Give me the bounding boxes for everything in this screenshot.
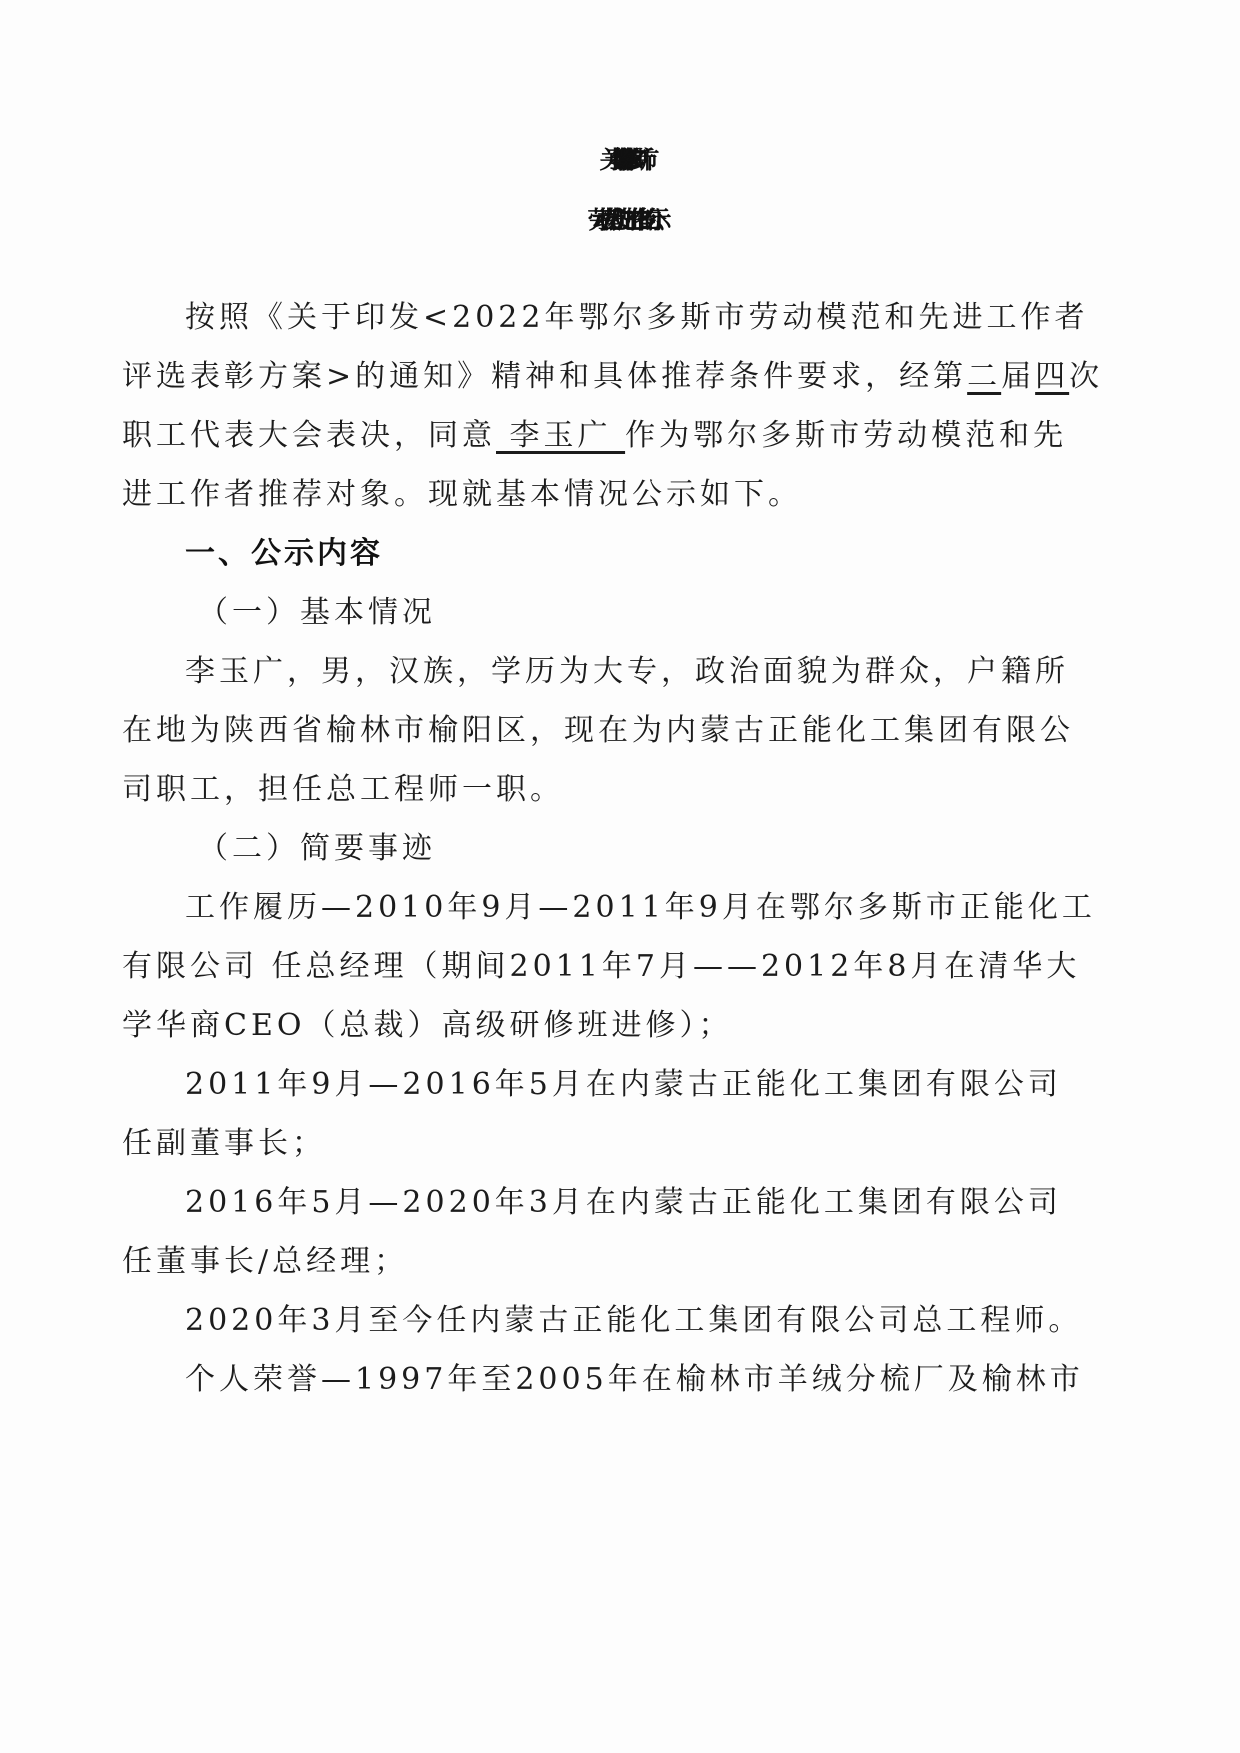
- intro-line-2: [122, 351, 1103, 395]
- section-heading-publicity-content: 一、公示内容: [185, 536, 383, 571]
- subheading-basic-info: （一）基本情况: [198, 595, 436, 630]
- deeds-line-3: 学华商CEO（总裁）高级研修班进修）；: [122, 1008, 733, 1043]
- intro-line-2-text: 评选表彰方案>的通知》精神和具体推荐条件要求，经第: [122, 359, 968, 394]
- basic-info-line-1: 李玉广，男，汉族，学历为大专，政治面貌为群众，户籍所: [185, 654, 1069, 689]
- intro-line-3: [122, 410, 1067, 454]
- deeds-line-9: 个人荣誉—1997年至2005年在榆林市羊绒分梳厂及榆林市: [185, 1362, 1084, 1397]
- deeds-line-7: 任董事长/总经理；: [122, 1244, 409, 1279]
- basic-info-line-2: 在地为陕西省榆林市榆阳区，现在为内蒙古正能化工集团有限公: [122, 713, 1074, 748]
- session-number: 二: [967, 359, 1002, 394]
- deeds-line-6: 2016年5月—2020年3月在内蒙古正能化工集团有限公司: [185, 1185, 1062, 1220]
- subheading-brief-deeds: （二）简要事迹: [198, 831, 436, 866]
- nominee-name: 李玉广: [496, 418, 626, 453]
- intro-line-1: 按照《关于印发<2022年鄂尔多斯市劳动模范和先进工作者: [185, 300, 1089, 335]
- deeds-line-5: 任副董事长；: [122, 1126, 326, 1161]
- intro-line-2-mid: 届: [1001, 359, 1036, 394]
- meeting-number: 四: [1035, 359, 1070, 394]
- document-title-line1: 关于推荐2022年鄂尔多斯市: [599, 146, 641, 174]
- intro-line-3-end: 作为鄂尔多斯市劳动模范和先: [625, 418, 1068, 453]
- deeds-line-8: 2020年3月至今任内蒙古正能化工集团有限公司总工程师。: [185, 1303, 1083, 1338]
- intro-line-4: 进工作者推荐对象。现就基本情况公示如下。: [122, 477, 802, 512]
- document-title-line2: 劳动模范和先进工作者的公示: [587, 206, 653, 234]
- deeds-line-2: 有限公司 任总经理（期间2011年7月——2012年8月在清华大: [122, 949, 1081, 984]
- deeds-line-1: 工作履历—2010年9月—2011年9月在鄂尔多斯市正能化工: [185, 890, 1096, 925]
- deeds-line-4: 2011年9月—2016年5月在内蒙古正能化工集团有限公司: [185, 1067, 1062, 1102]
- intro-line-3-text: 职工代表大会表决，同意: [122, 418, 496, 453]
- intro-line-2-end: 次: [1069, 359, 1104, 394]
- basic-info-line-3: 司职工，担任总工程师一职。: [122, 772, 564, 807]
